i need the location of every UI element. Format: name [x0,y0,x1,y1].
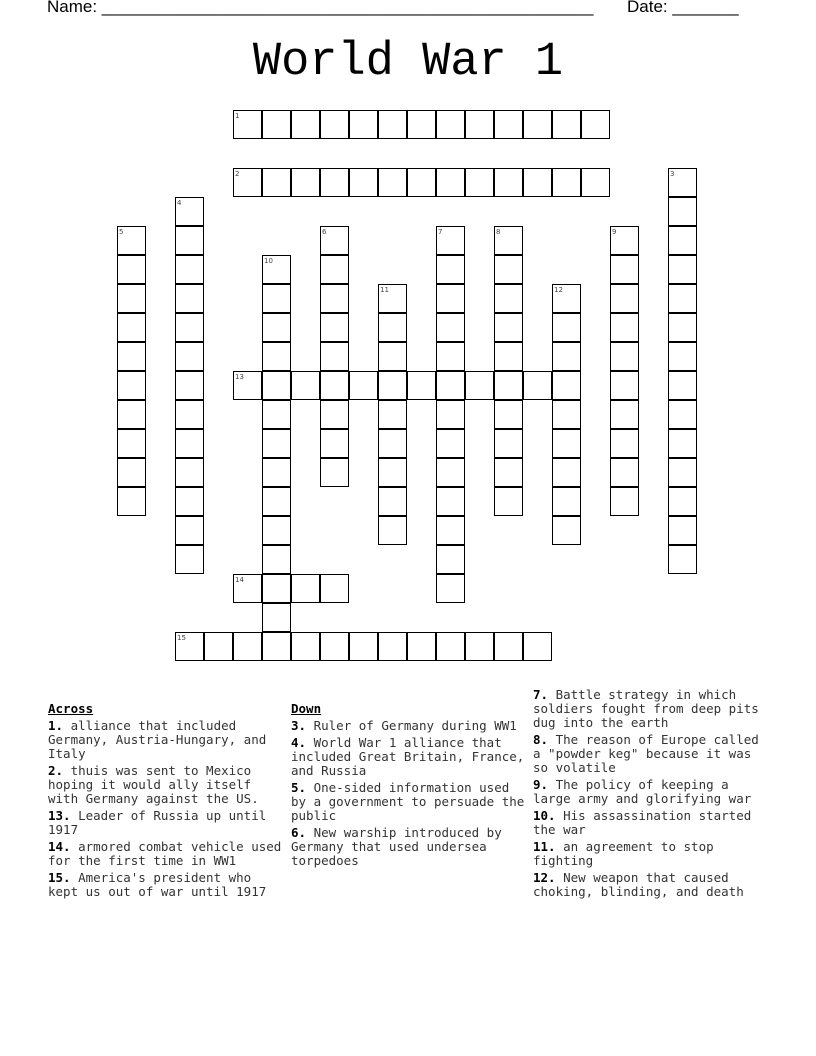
grid-cell[interactable] [494,313,523,342]
grid-cell[interactable] [378,313,407,342]
across-clues-column [48,700,282,902]
clue-number-label: 11. [533,839,556,854]
grid-cell[interactable] [378,458,407,487]
grid-cell[interactable] [436,429,465,458]
clue [291,781,525,823]
clue-number: 1 [235,112,240,120]
grid-cell[interactable] [378,400,407,429]
grid-cell[interactable] [175,487,204,516]
grid-cell[interactable] [436,487,465,516]
grid-cell[interactable] [349,168,378,197]
grid-cell[interactable] [175,516,204,545]
grid-cell[interactable] [320,371,349,400]
grid-cell[interactable] [262,371,291,400]
grid-cell[interactable] [552,429,581,458]
clue-number-label: 15. [48,870,71,885]
grid-cell[interactable] [175,400,204,429]
grid-cell[interactable] [175,429,204,458]
date-label: Date: _______ [627,0,739,16]
grid-cell[interactable] [610,487,639,516]
grid-cell[interactable] [262,603,291,632]
grid-cell[interactable] [378,110,407,139]
grid-cell[interactable] [291,574,320,603]
grid-cell[interactable] [262,458,291,487]
grid-cell[interactable] [349,371,378,400]
name-label: Name: ____________________________________________________ [47,0,594,16]
grid-cell[interactable] [436,458,465,487]
grid-cell[interactable] [523,168,552,197]
clue-number-label: 10. [533,808,556,823]
grid-cell[interactable] [668,458,697,487]
grid-cell[interactable] [117,284,146,313]
grid-cell[interactable] [552,400,581,429]
grid-cell[interactable] [117,313,146,342]
grid-cell[interactable] [436,255,465,284]
grid-cell[interactable] [668,429,697,458]
clue-text: alliance that included Germany, Austria-Hungary, and Italy [48,718,267,761]
grid-cell[interactable] [117,342,146,371]
grid-cell[interactable] [291,632,320,661]
grid-cell[interactable] [175,313,204,342]
grid-cell[interactable] [668,342,697,371]
grid-cell[interactable] [262,429,291,458]
grid-cell[interactable] [407,110,436,139]
grid-cell[interactable] [175,371,204,400]
clue [48,840,282,868]
clue-text: World War 1 alliance that included Great Britain, France, and Russia [291,735,525,778]
grid-cell[interactable] [436,545,465,574]
grid-cell[interactable] [320,284,349,313]
clue-number-label: 13. [48,808,71,823]
grid-cell[interactable] [610,284,639,313]
clue-text: armored combat vehicle used for the first time in WW1 [48,839,282,868]
grid-cell[interactable] [262,342,291,371]
grid-cell[interactable] [494,458,523,487]
grid-cell[interactable] [175,342,204,371]
grid-cell[interactable] [668,284,697,313]
grid-cell[interactable] [668,371,697,400]
clue-number-label: 12. [533,870,556,885]
grid-cell[interactable] [436,400,465,429]
grid-cell[interactable] [262,574,291,603]
grid-cell[interactable] [378,342,407,371]
down-clues-column [291,700,525,871]
clue-number-label: 8. [533,732,549,747]
grid-cell[interactable] [465,110,494,139]
grid-cell[interactable] [175,458,204,487]
grid-cell[interactable] [494,429,523,458]
grid-cell[interactable] [262,400,291,429]
clue-number: 15 [177,634,186,642]
clue [533,871,767,899]
grid-cell[interactable] [436,284,465,313]
grid-cell[interactable] [117,400,146,429]
clue-number-label: 3. [291,718,307,733]
grid-cell[interactable] [436,168,465,197]
grid-cell[interactable] [581,168,610,197]
grid-cell[interactable] [436,632,465,661]
grid-cell[interactable] [378,168,407,197]
grid-cell[interactable] [668,197,697,226]
grid-cell[interactable] [262,313,291,342]
clue-text: Battle strategy in which soldiers fought from deep pits dug into the earth [533,687,759,730]
grid-cell[interactable] [320,458,349,487]
grid-cell[interactable] [291,110,320,139]
grid-cell[interactable] [378,371,407,400]
grid-cell[interactable] [117,458,146,487]
grid-cell[interactable] [117,487,146,516]
grid-cell[interactable] [581,110,610,139]
grid-cell[interactable] [320,255,349,284]
across-clue-list [48,719,282,899]
clue-text: an agreement to stop fighting [533,839,714,868]
grid-cell[interactable] [262,545,291,574]
grid-cell[interactable] [494,168,523,197]
grid-cell[interactable] [465,168,494,197]
clue-number: 2 [235,170,240,178]
clue [533,733,767,775]
grid-cell[interactable] [552,342,581,371]
clue [533,809,767,837]
clue-text: thuis was sent to Mexico hoping it would ally itself with Germany against the US. [48,763,259,806]
grid-cell[interactable] [320,400,349,429]
grid-cell[interactable] [175,284,204,313]
grid-cell[interactable] [436,574,465,603]
grid-cell[interactable] [610,400,639,429]
grid-cell[interactable] [378,632,407,661]
clue [533,688,767,730]
clue [48,871,282,899]
clue-number: 10 [264,257,273,265]
grid-cell[interactable] [552,313,581,342]
grid-cell[interactable] [117,371,146,400]
grid-cell[interactable] [552,110,581,139]
grid-cell[interactable] [117,255,146,284]
clue [291,719,525,733]
grid-cell[interactable] [494,342,523,371]
grid-cell[interactable] [494,284,523,313]
clue-number: 4 [177,199,182,207]
grid-cell[interactable] [610,371,639,400]
grid-cell[interactable] [291,371,320,400]
grid-cell[interactable] [610,255,639,284]
grid-cell[interactable] [436,110,465,139]
grid-cell[interactable] [175,226,204,255]
grid-cell[interactable] [175,255,204,284]
down-heading: Down [291,701,322,716]
grid-cell[interactable] [378,429,407,458]
grid-cell[interactable] [378,487,407,516]
grid-cell[interactable] [523,632,552,661]
grid-cell[interactable] [668,313,697,342]
clue [533,840,767,868]
grid-cell[interactable] [668,516,697,545]
clue-text: The policy of keeping a large army and glorifying war [533,777,752,806]
grid-cell[interactable] [436,342,465,371]
clue-number-label: 4. [291,735,307,750]
grid-cell[interactable] [552,168,581,197]
grid-cell[interactable] [117,429,146,458]
clue-number: 11 [380,286,389,294]
clue-number-label: 1. [48,718,64,733]
grid-cell[interactable] [262,516,291,545]
grid-cell[interactable] [436,516,465,545]
clue-text: Ruler of Germany during WW1 [306,718,517,733]
grid-cell[interactable] [552,371,581,400]
clue-number-label: 5. [291,780,307,795]
grid-cell[interactable] [610,342,639,371]
grid-cell[interactable] [668,487,697,516]
grid-cell[interactable] [349,110,378,139]
down-clue-list [291,719,525,868]
grid-cell[interactable] [204,632,233,661]
grid-cell[interactable] [523,371,552,400]
grid-cell[interactable] [465,632,494,661]
grid-cell[interactable] [378,516,407,545]
clue-number-label: 7. [533,687,549,702]
grid-cell[interactable] [262,110,291,139]
grid-cell[interactable] [668,226,697,255]
grid-cell[interactable] [552,458,581,487]
grid-cell[interactable] [494,371,523,400]
clue-text: His assassination started the war [533,808,752,837]
clue [48,764,282,806]
clue-text: New warship introduced by Germany that used undersea torpedoes [291,825,502,868]
clue [533,778,767,806]
grid-cell[interactable] [291,168,320,197]
grid-cell[interactable] [436,313,465,342]
grid-cell[interactable] [320,632,349,661]
grid-cell[interactable] [610,458,639,487]
grid-cell[interactable] [233,632,262,661]
clue-number-label: 14. [48,839,71,854]
clue [48,809,282,837]
grid-cell[interactable] [668,400,697,429]
clue-number: 3 [670,170,675,178]
grid-cell[interactable] [320,574,349,603]
clue-text: The reason of Europe called a "powder keg" because it was so volatile [533,732,759,775]
clue-number-label: 6. [291,825,307,840]
down-clue-list-continued [533,688,767,899]
grid-cell[interactable] [349,632,378,661]
across-heading: Across [48,701,94,716]
grid-cell[interactable] [494,632,523,661]
grid-cell[interactable] [610,429,639,458]
clue [291,736,525,778]
clue-number: 8 [496,228,501,236]
grid-cell[interactable] [320,429,349,458]
clue-number-label: 2. [48,763,64,778]
grid-cell[interactable] [175,545,204,574]
clue-number: 14 [235,576,244,584]
grid-cell[interactable] [320,168,349,197]
grid-cell[interactable] [320,110,349,139]
grid-cell[interactable] [494,255,523,284]
clue-number: 9 [612,228,617,236]
grid-cell[interactable] [465,371,494,400]
grid-cell[interactable] [320,313,349,342]
grid-cell[interactable] [407,168,436,197]
clue-text: New weapon that caused choking, blinding, and death [533,870,744,899]
grid-cell[interactable] [552,516,581,545]
grid-cell[interactable] [262,284,291,313]
clue-text: America's president who kept us out of war until 1917 [48,870,267,899]
clue [291,826,525,868]
grid-cell[interactable] [436,371,465,400]
grid-cell[interactable] [494,487,523,516]
grid-cell[interactable] [320,342,349,371]
grid-cell[interactable] [523,110,552,139]
grid-cell[interactable] [668,545,697,574]
down-clues-column-continued [533,688,767,902]
grid-cell[interactable] [262,487,291,516]
clue-text: Leader of Russia up until 1917 [48,808,267,837]
grid-cell[interactable] [262,168,291,197]
clue [48,719,282,761]
clue-number-label: 9. [533,777,549,792]
page-title: World War 1 [252,36,564,89]
clue-number: 7 [438,228,443,236]
clue-number: 13 [235,373,244,381]
grid-cell[interactable] [407,632,436,661]
clue-text: One-sided information used by a government to persuade the public [291,780,525,823]
clue-number: 5 [119,228,124,236]
grid-cell[interactable] [262,632,291,661]
grid-cell[interactable] [668,255,697,284]
grid-cell[interactable] [552,487,581,516]
grid-cell[interactable] [494,400,523,429]
grid-cell[interactable] [407,371,436,400]
clue-number: 12 [554,286,563,294]
grid-cell[interactable] [494,110,523,139]
clue-number: 6 [322,228,327,236]
grid-cell[interactable] [610,313,639,342]
